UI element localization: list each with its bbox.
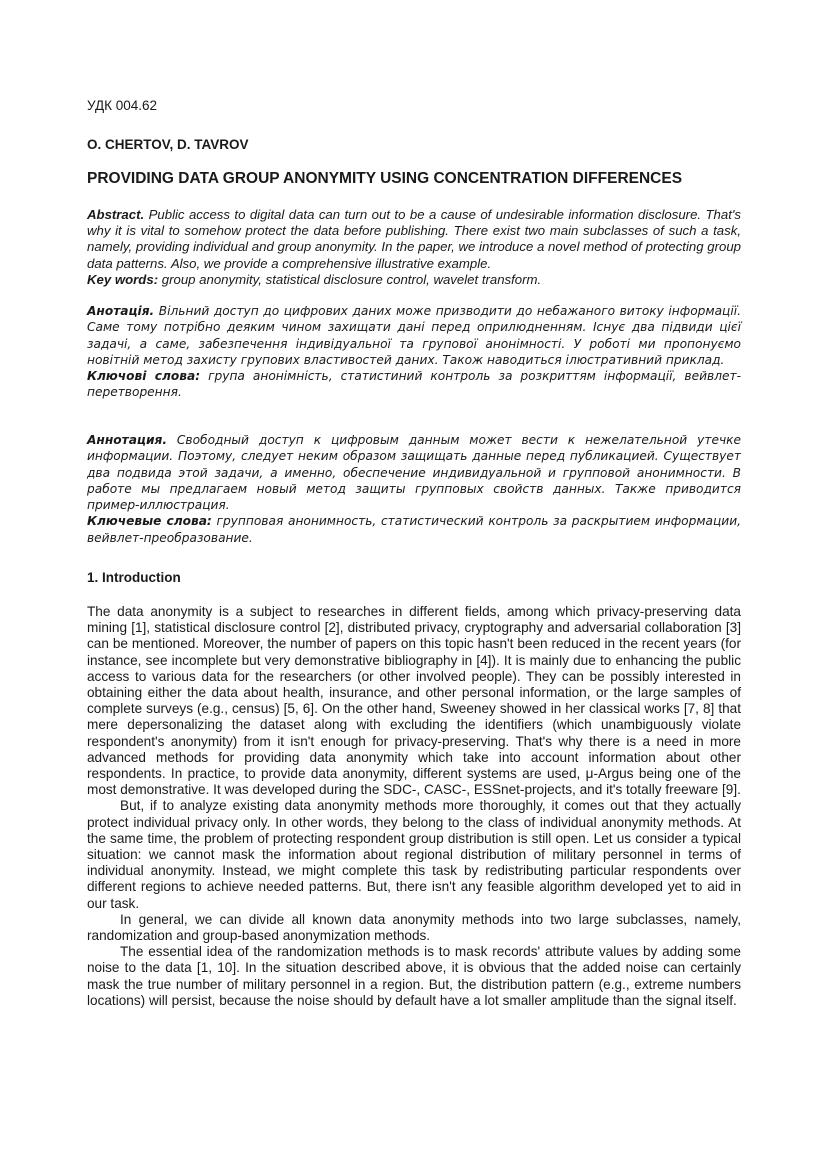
abstract-label-ru: Аннотация. — [87, 433, 167, 447]
keywords-label-ua: Ключові слова: — [87, 369, 201, 384]
authors: O. CHERTOV, D. TAVROV — [87, 137, 249, 152]
keywords-text: group anonymity, statistical disclosure control, wavelet transform. — [161, 271, 542, 287]
section-body — [87, 604, 741, 1009]
paper-title: PROVIDING DATA GROUP ANONYMITY USING CONCENTRATION DIFFERENCES — [87, 170, 683, 187]
paragraph: The essential idea of the randomization methods is to mask records' attribute values by adding some noise to the data [1, 10]. In the situation described above, it is obvious that the added noise can certainly mask the true number of military personnel in a region. But, the distribution pattern (e.g., extreme numbers locations) will persist, because the noise should by default have a lot smaller amplitude than the signal itself. — [87, 944, 741, 1008]
abstract-label: Abstract. — [87, 207, 145, 222]
abstract-text-ru: Свободный доступ к цифровым данным может вести к нежелательной утечке информации. Поэтому, следует неким образом защищать данные перед публикацией. Существует два подвида этой задачи, а именно, обеспечение индивидуальной и групповой анонимности. В работе мы предлагаем новый метод защиты групповых свойств данных. Также приводится пример-иллюстрация. — [87, 433, 742, 513]
paragraph: In general, we can divide all known data anonymity methods into two large subclasses, namely, randomization and group-based anonymization methods. — [87, 911, 741, 944]
keywords-text-ru: групповая анонимность, статистический контроль за раскрытием информации, вейвлет-преобразование. — [87, 514, 742, 545]
abstract-english — [87, 207, 741, 288]
abstract-label-ua: Анотація. — [87, 304, 155, 318]
abstract-ukrainian — [87, 303, 741, 401]
keywords-label-ru: Ключевые слова: — [87, 514, 212, 529]
section-heading: 1. Introduction — [87, 570, 181, 585]
abstract-text: Public access to digital data can turn out to be a cause of undesirable information disclosure. That's why it is vital to somehow protect the data before publishing. There exist two main subclasses of such a task, namely, providing individual and group anonymity. In the paper, we introduce a novel method of protecting group data patterns. Also, we provide a comprehensive illustrative example. — [87, 207, 741, 271]
abstract-text-ua: Вільний доступ до цифрових даних може призводити до небажаного витоку інформації. Саме тому потрібно деяким чином захищати дані перед оприлюдненням. Існує два підвиди цієї задачі, а саме, забезпечення індивідуальної та групової анонімності. У роботі ми пропонуємо новітній метод захисту групових властивостей даних. Також наводиться ілюстративний приклад. — [87, 304, 741, 367]
paragraph: The data anonymity is a subject to researches in different fields, among which privacy-preserving data mining [1], statistical disclosure control [2], distributed privacy, cryptography and adversarial collaboration [3] can be mentioned. Moreover, the number of papers on this topic hasn't been reduced in the recent years (for instance, see incomplete but very demonstrative bibliography in [4]). It is mainly due to enhancing the public access to various data for the researchers (or other involved people). They can be possibly interested in obtaining either the data about health, insurance, and other personal information, or the large samples of complete surveys (e.g., census) [5, 6]. On the other hand, Sweeney showed in her classical works [7, 8] that mere depersonalizing the dataset along with excluding the identifiers (which unambiguously violate respondent's anonymity) from it isn't enough for privacy-preserving. That's why there is a need in more advanced methods for providing data anonymity which take into account information about other respondents. In practice, to provide data anonymity, different systems are used, μ-Argus being one of the most demonstrative. It was developed during the SDC-, CASC-, ESSnet-projects, and it's totally freeware [9]. — [87, 604, 741, 798]
keywords-text-ua: група анонімність, статистиний контроль за розкриттям інформації, вейвлет-перетворення. — [87, 369, 742, 400]
udk-code: УДК 004.62 — [87, 98, 158, 113]
abstract-russian — [87, 432, 741, 546]
paragraph: But, if to analyze existing data anonymity methods more thoroughly, it comes out that they actually protect individual privacy only. In other words, they belong to the class of individual anonymity methods. At the same time, the problem of protecting respondent group distribution is still open. Let us consider a typical situation: we cannot mask the information about regional distribution of military personnel in terms of individual anonymity. Instead, we might complete this task by redistributing particular respondents over different regions to achieve needed patterns. But, there isn't any feasible algorithm developed yet to aid in our task. — [87, 798, 741, 911]
keywords-label: Key words: — [87, 271, 159, 287]
